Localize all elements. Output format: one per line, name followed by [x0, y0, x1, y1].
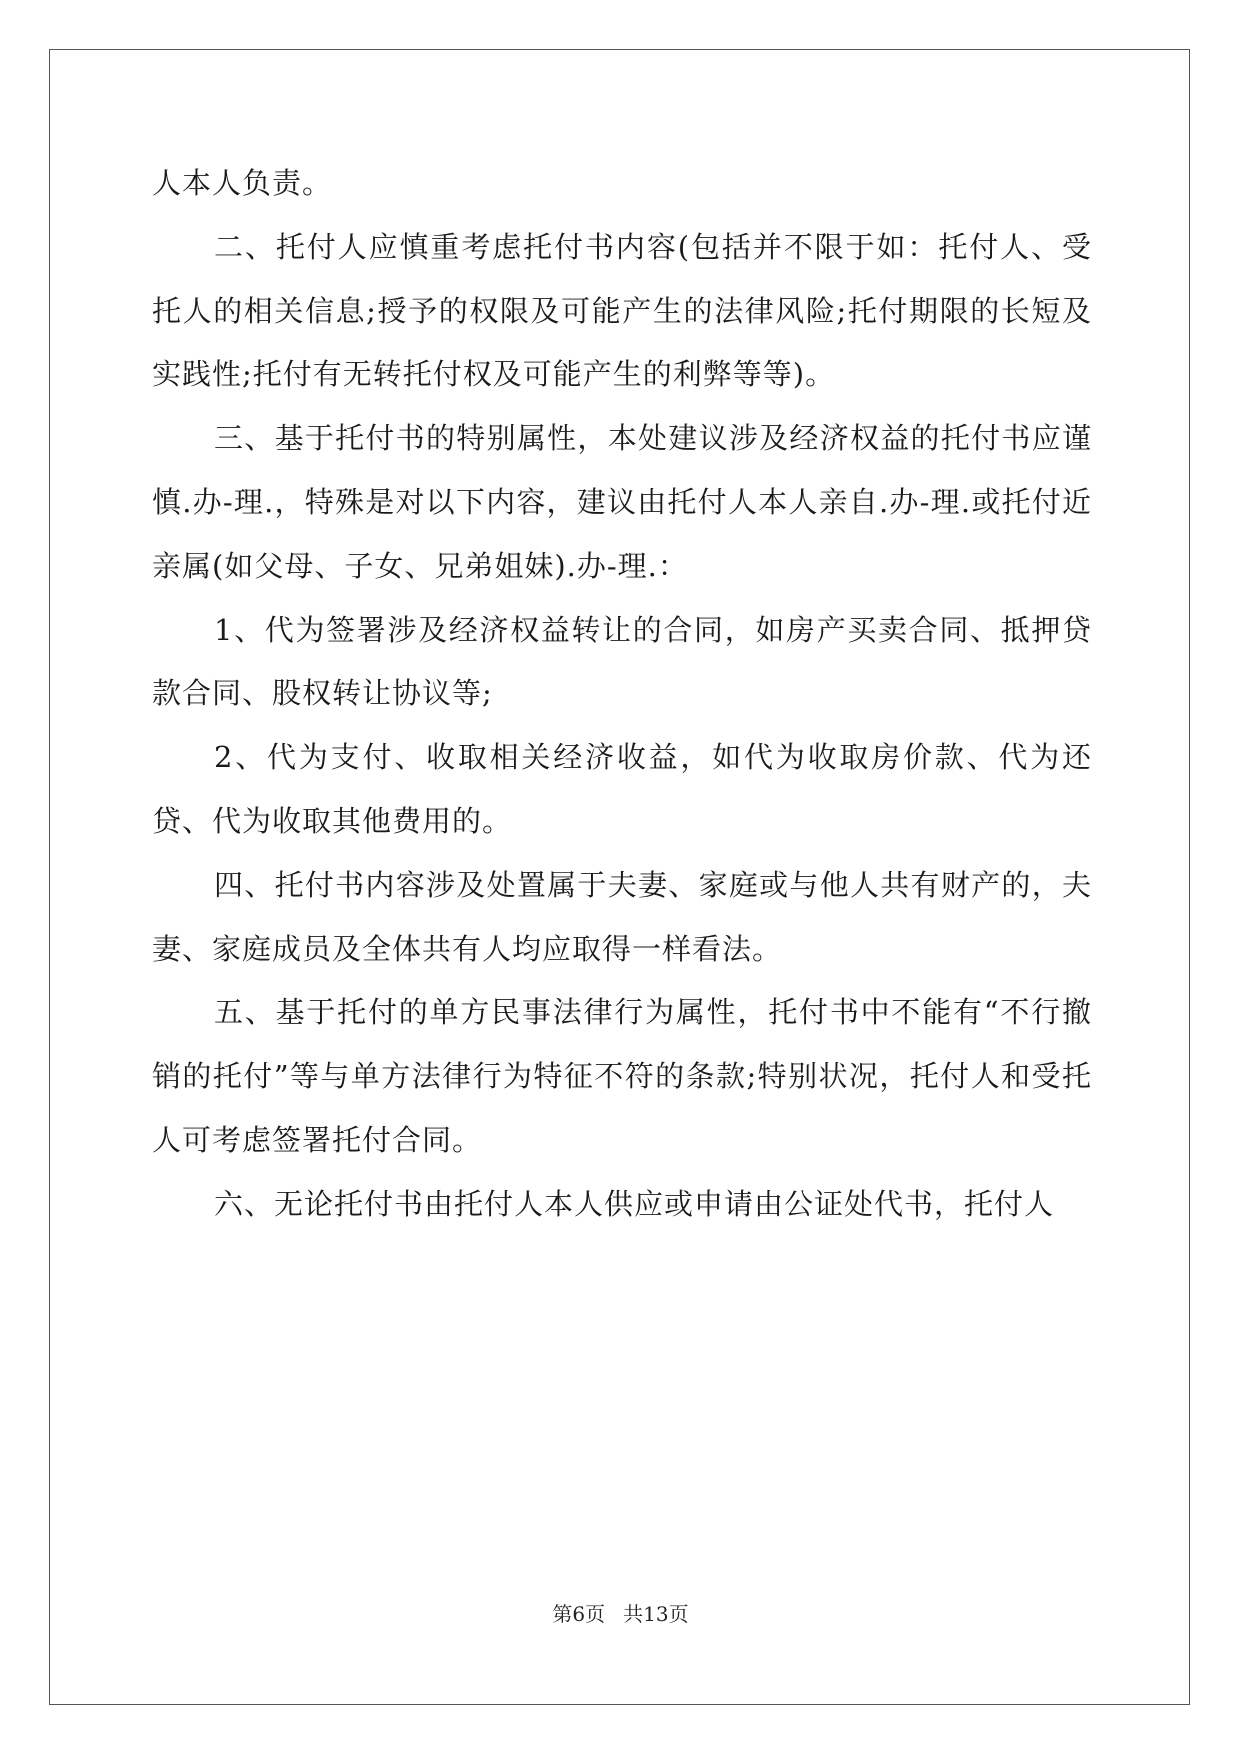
paragraph: 六、无论托付书由托付人本人供应或申请由公证处代书，托付人	[214, 1186, 1055, 1221]
paragraph: 1、代为签署涉及经济权益转让的合同，如房产买卖合同、抵押贷款合同、股权转让协议等;	[152, 612, 1092, 711]
paragraph: 四、托付书内容涉及处置属于夫妻、家庭或与他人共有财产的，夫妻、家庭成员及全体共有人均应取得一样看法。	[152, 867, 1092, 966]
paragraph: 三、基于托付书的特别属性，本处建议涉及经济权益的托付书应谨慎.办-理.，特殊是对以下内容，建议由托付人本人亲自.办-理.或托付近亲属(如父母、子女、兄弟姐妹).办-理.：	[152, 421, 1092, 583]
current-page-number: 第6页	[552, 1602, 606, 1626]
paragraph: 2、代为支付、收取相关经济收益，如代为收取房价款、代为还贷、代为收取其他费用的。	[152, 740, 1092, 838]
paragraph: 五、基于托付的单方民事法律行为属性，托付书中不能有“不行撤销的托付”等与单方法律行为特征不符的条款;特别状况，托付人和受托人可考虑签署托付合同。	[152, 995, 1092, 1157]
paragraph: 人本人负责。	[152, 166, 333, 200]
total-page-count: 共13页	[623, 1602, 689, 1626]
document-body	[152, 152, 1092, 1237]
page-footer	[0, 1598, 1241, 1627]
paragraph: 二、托付人应慎重考虑托付书内容(包括并不限于如：托付人、受托人的相关信息;授予的权限及可能产生的法律风险;托付期限的长短及实践性;托付有无转托付权及可能产生的利弊等等)。	[152, 229, 1092, 392]
